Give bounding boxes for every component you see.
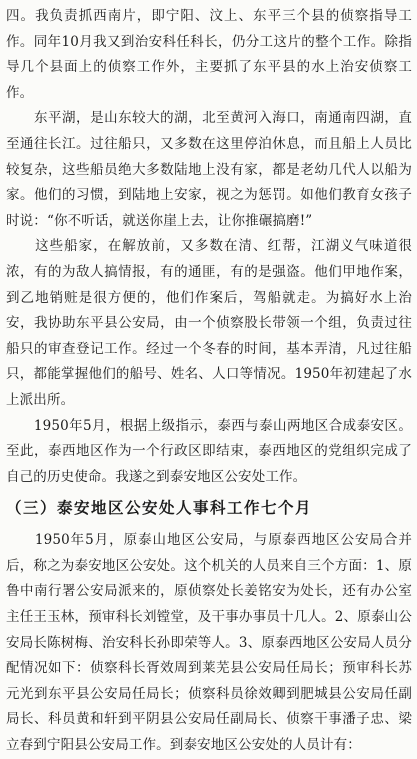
- paragraph-boat-families: 这些船家，在解放前，又多数在清、红帮，江湖义气味道很浓，有的为敌人搞情报，有的通匪，有的是强盗。他们甲地作案，到乙地销赃是很方便的，他们作案后，驾船就走。为搞好水上治安，我协助东平县公安局，由一个侦察股长带领一个组，负责过往船只的审查登记工作。经过一个冬春的时间，基本弄清，凡过往船只，都能掌握他们的船号、姓名、人口等情况。1950年初建起了水上派出所。: [6, 238, 412, 408]
- section-heading: （三）泰安地区公安处人事科工作七个月: [6, 499, 313, 518]
- paragraph-region-merger: 1950年5月，根据上级指示，泰西与泰山两地区合成泰安区。至此，泰西地区作为一个行政区即结束，泰西地区的党组织完成了自己的历史使命。我遂之到泰安地区公安处工作。: [6, 417, 412, 485]
- paragraph-taian-bureau: 1950年5月，原泰山地区公安局，与原泰西地区公安局合并后，称之为泰安地区公安处。这个机关的人员来自三个方面：1、原鲁中南行署公安局派来的，原侦察处长姜铭安为处长，还有办公室主任王玉林，预审科长刘镗堂，及干事办事员十几人。2、原泰山公安局长陈树梅、治安科长孙即荣等人。3、原泰西地区公安局人员分配情况如下：侦察科长胥效周到莱芜县公安局任局长；预审科长苏元光到东平县公安局任局长；侦察科员徐效卿到肥城县公安局任副局长、科员黄和轩到平阴县公安局任副局长、侦察干事潘子忠、梁立春到宁阳县公安局工作。到泰安地区公安处的人员计有：: [6, 532, 412, 754]
- paragraph-west-south-region: 四。我负责抓西南片，即宁阳、汶上、东平三个县的侦察指导工作。同年10月我又到治安科任科长，仍分工这片的整个工作。除指导几个县面上的侦察工作外，主要抓了东平县的水上治安侦察工作。: [6, 8, 412, 101]
- paragraph-dongping-lake: 东平湖，是山东较大的湖，北至黄河入海口，南通南四湖，直至通往长江。过往船只，又多数在这里停泊休息，而且船上人员比较复杂，这些船员绝大多数陆地上没有家，都是老幼几代人以船为家。他们的习惯，到陆地上安家，视之为惩罚。如他们教育女孩子时说：“你不听话，就送你崖上去，让你推碾搞磨!”: [6, 110, 412, 229]
